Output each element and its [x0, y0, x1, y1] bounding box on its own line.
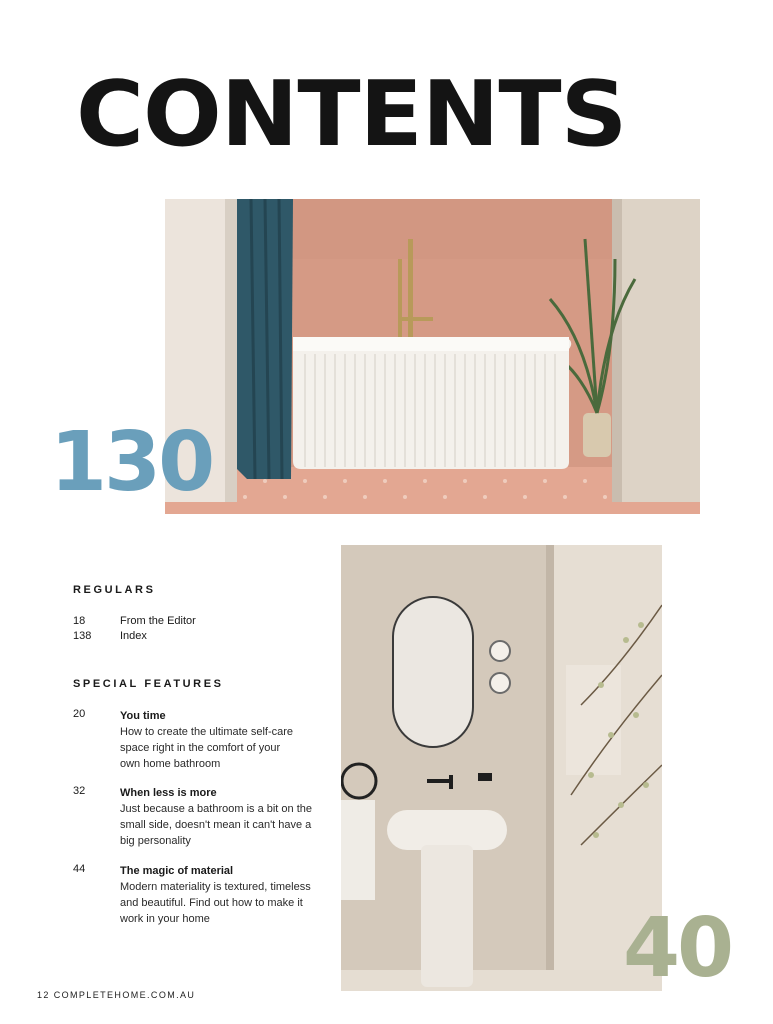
feature-page: 20 [73, 708, 86, 720]
feature-description-line: small side, doesn't mean it can't have a [120, 819, 312, 831]
feature-description-line: How to create the ultimate self-care [120, 726, 294, 738]
feature-page: 32 [73, 785, 86, 797]
feature-description-line: own home bathroom [120, 758, 221, 770]
list-item-page: 138 [73, 630, 92, 642]
bathroom-photo-bottom [341, 545, 662, 991]
list-item-label: Index [120, 630, 147, 642]
feature-page: 44 [73, 863, 86, 875]
feature-description-line: big personality [120, 835, 191, 847]
feature-title: The magic of material [120, 865, 234, 877]
page-footer: 12 COMPLETEHOME.COM.AU [37, 990, 196, 1000]
feature-page-number-130: 130 [50, 415, 213, 510]
bathroom-photo-top [165, 199, 700, 514]
list-item-label: From the Editor [120, 615, 196, 627]
feature-title: You time [120, 710, 166, 722]
feature-title: When less is more [120, 787, 217, 799]
feature-description-line: space right in the comfort of your [120, 742, 281, 754]
feature-description-line: work in your home [120, 913, 210, 925]
regulars-heading: REGULARS [73, 584, 156, 596]
feature-description-line: and beautiful. Find out how to make it [120, 897, 303, 909]
feature-description-line: Modern materiality is textured, timeless [120, 881, 311, 893]
feature-description-line: Just because a bathroom is a bit on the [120, 803, 313, 815]
page-title: CONTENTS [76, 62, 627, 167]
feature-page-number-40: 40 [623, 901, 732, 996]
special-features-heading: SPECIAL FEATURES [73, 678, 224, 690]
list-item-page: 18 [73, 615, 86, 627]
